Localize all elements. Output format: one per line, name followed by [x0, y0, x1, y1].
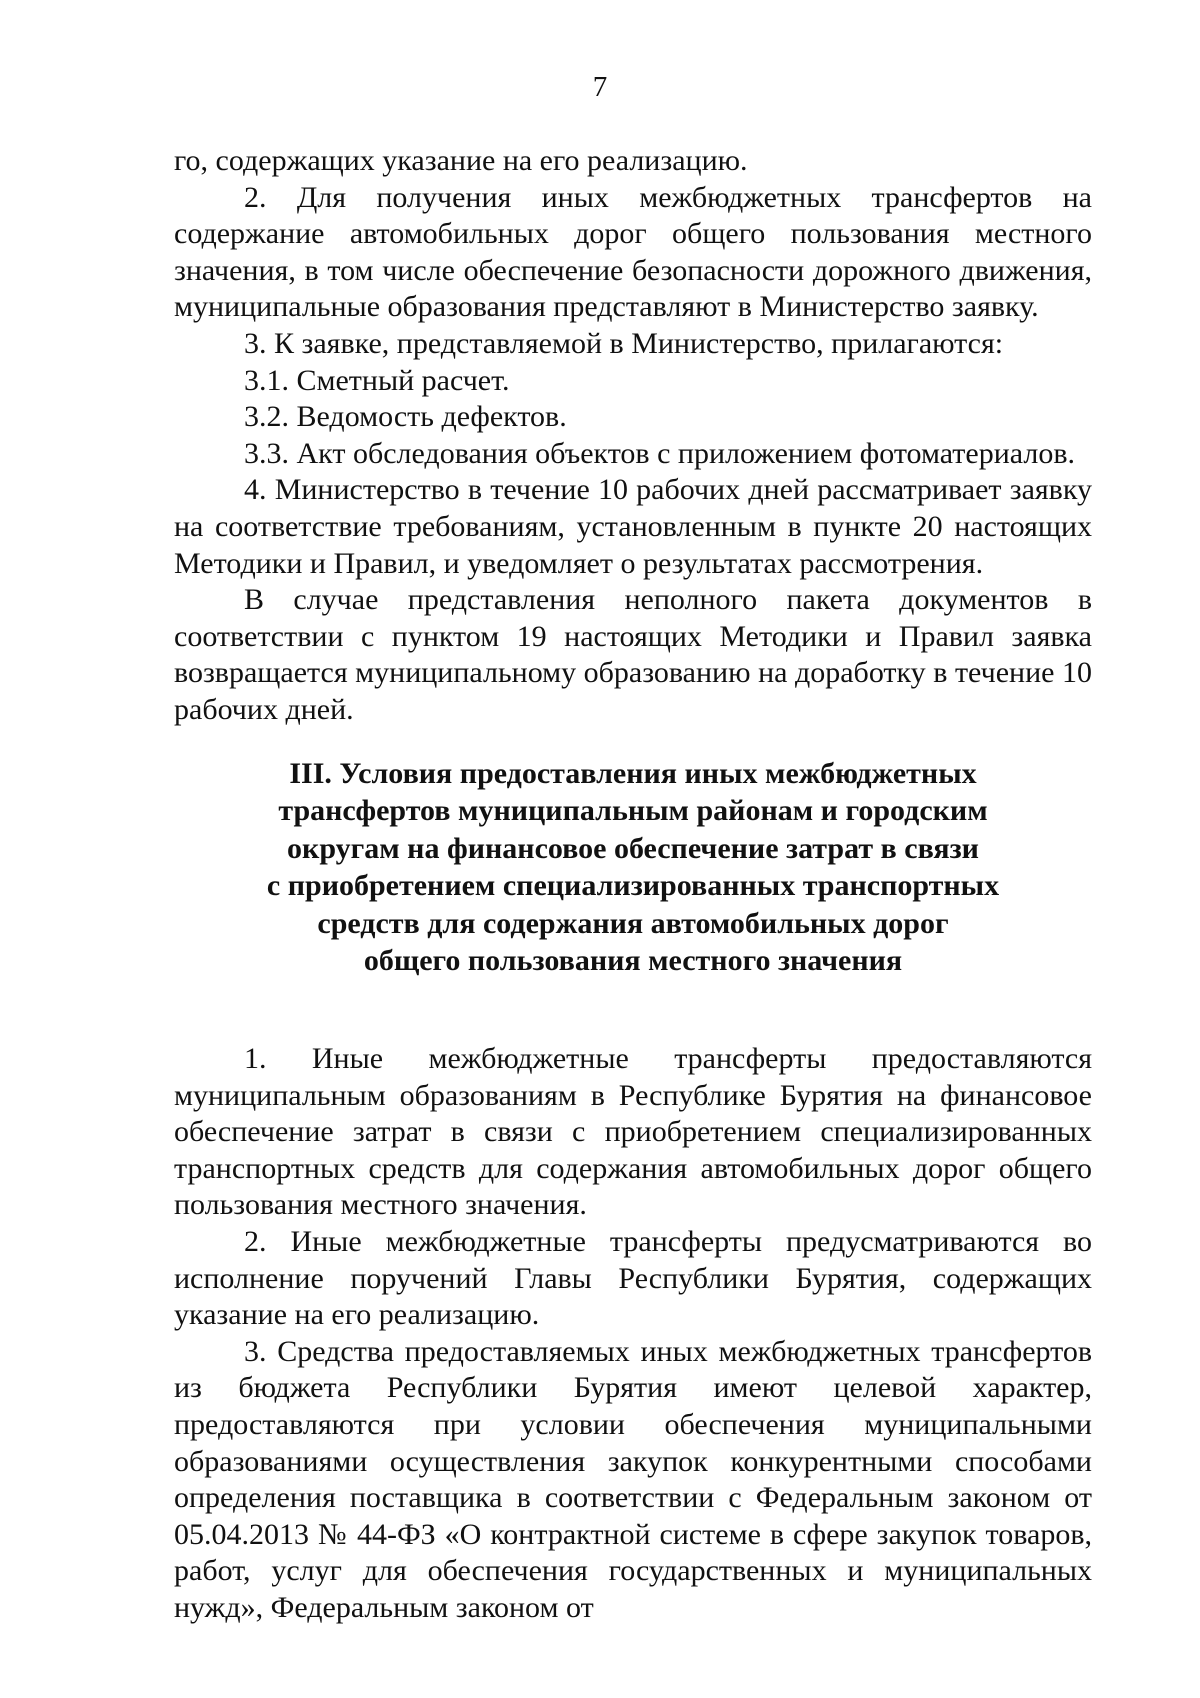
heading-line: общего пользования местного значения [363, 944, 903, 978]
paragraph-item-3-2: 3.2. Ведомость дефектов. [244, 400, 567, 434]
section3-item-1: 1. Иные межбюджетные трансферты предоставляются муниципальным образованиям в Республике Бурятия на финансовое обеспечение затрат в связи с приобретением специализированных транспортных средств для содержания автомобильных дорог общего пользования местного значения. [174, 1042, 1092, 1222]
heading-line: с приобретением специализированных транспортных [266, 869, 1000, 903]
heading-line: округам на финансовое обеспечение затрат в связи [287, 831, 979, 865]
paragraph-item-3-1: 3.1. Сметный расчет. [244, 363, 510, 397]
body-block-2 [174, 1041, 1092, 1627]
paragraph-item-3: 3. К заявке, представляемой в Министерство, прилагаются: [244, 326, 1004, 360]
paragraph-incomplete-package: В случае представления неполного пакета документов в соответствии с пунктом 19 настоящих Методики и Правил заявка возвращается муниципальному образованию на доработку в течение 10 рабочих дней. [174, 583, 1092, 726]
paragraph-item-2: 2. Для получения иных межбюджетных трансфертов на содержание автомобильных дорог общего пользования местного значения, в том числе обеспечение безопасности дорожного движения, муниципальные образования представляют в Министерство заявку. [174, 180, 1092, 324]
heading-line: средств для содержания автомобильных дорог [317, 906, 949, 940]
section-heading [174, 755, 1092, 979]
section3-item-2: 2. Иные межбюджетные трансферты предусматриваются во исполнение поручений Главы Республики Бурятия, содержащих указание на его реализацию. [174, 1224, 1092, 1332]
page-number: 7 [592, 71, 608, 103]
paragraph-item-4: 4. Министерство в течение 10 рабочих дней рассматривает заявку на соответствие требованиям, установленным в пункте 20 настоящих Методики и Правил, и уведомляет о результатах рассмотрения. [174, 473, 1092, 580]
heading-line: трансфертов муниципальным районам и городским [278, 794, 988, 828]
heading-line: III. Условия предоставления иных межбюджетных [289, 757, 977, 790]
body-block-1 [174, 143, 1092, 729]
paragraph-continuation: го, содержащих указание на его реализацию. [174, 144, 748, 177]
section3-item-3: 3. Средства предоставляемых иных межбюджетных трансфертов из бюджета Республики Бурятия имеют целевой характер, предоставляются при условии обеспечения муниципальными образованиями осуществления закупок конкурентными способами определения поставщика в соответствии с Федеральным законом от 05.04.2013 № 44-ФЗ «О контрактной системе в сфере закупок товаров, работ, услуг для обеспечения государственных и муниципальных нужд», Федеральным законом от [174, 1334, 1092, 1624]
paragraph-item-3-3: 3.3. Акт обследования объектов с приложением фотоматериалов. [244, 436, 1075, 470]
